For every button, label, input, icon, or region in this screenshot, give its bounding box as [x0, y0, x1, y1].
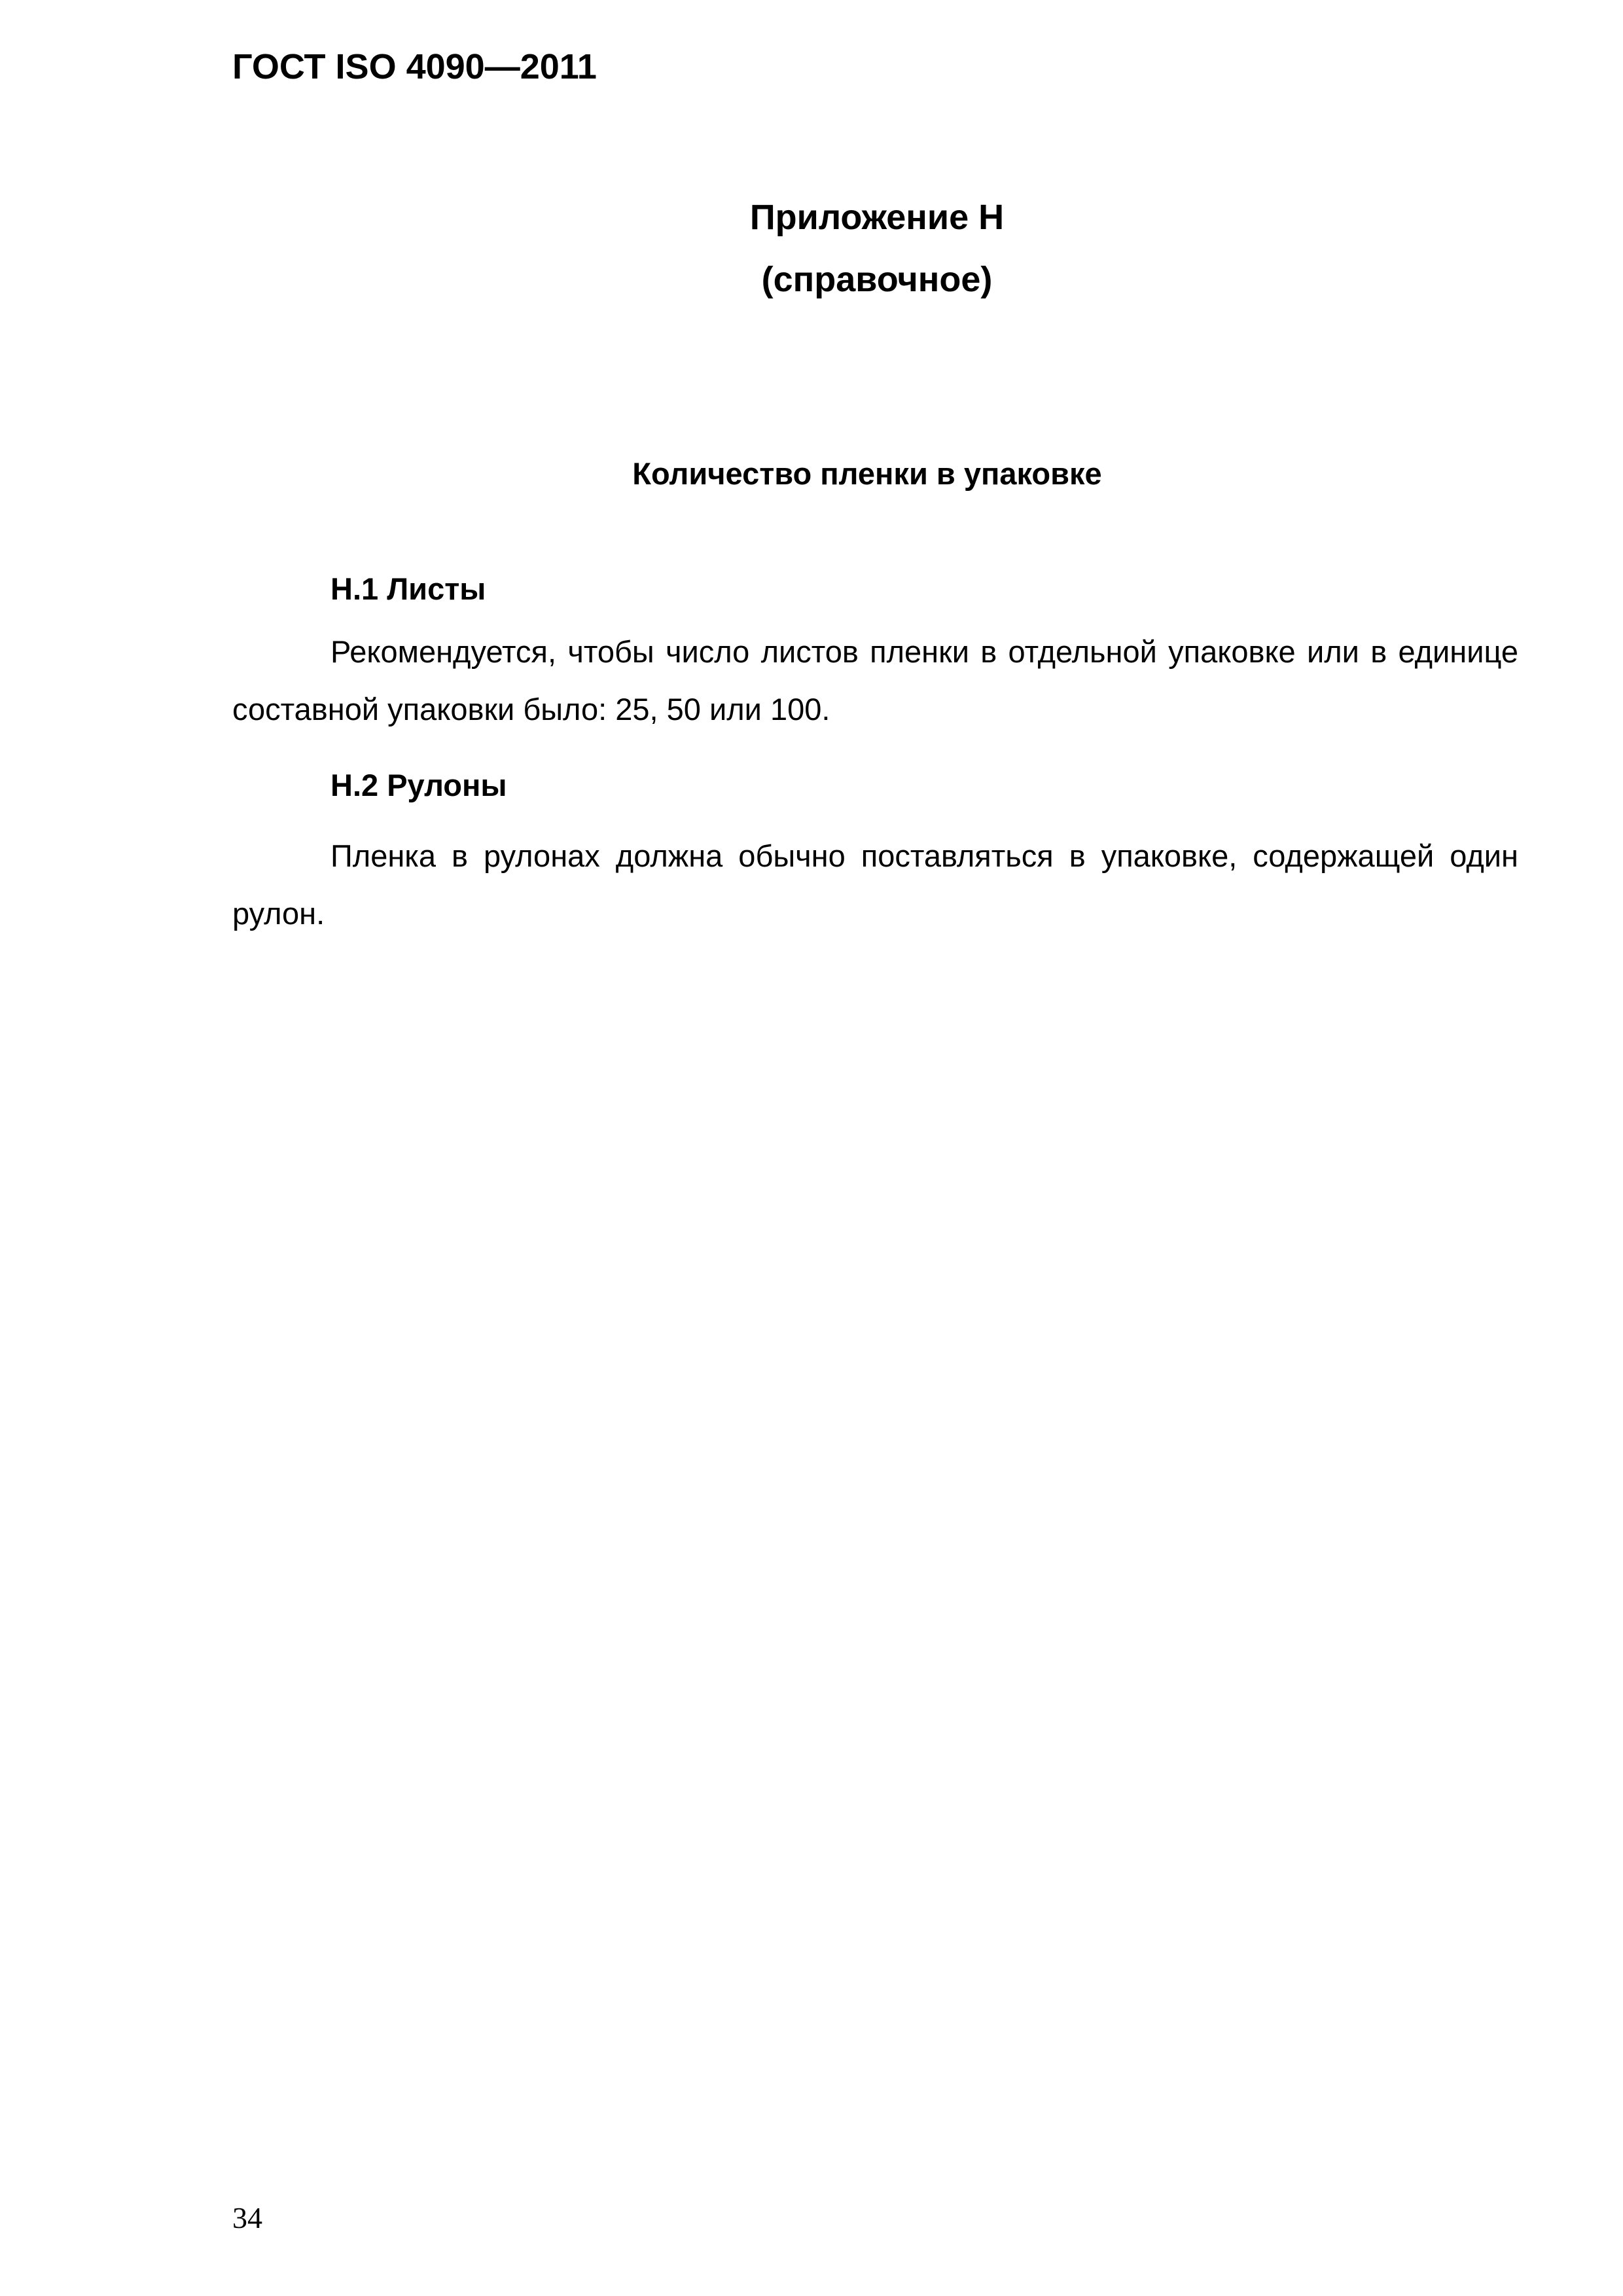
- section-heading-sheets: Н.1 Листы: [330, 571, 486, 606]
- section-text-rolls: Пленка в рулонах должна обычно поставляться в упаковке, содержащей один рулон.: [232, 838, 1518, 931]
- page-number: 34: [232, 2201, 262, 2234]
- appendix-subject-heading: Количество пленки в упаковке: [632, 456, 1102, 491]
- section-heading-rolls: Н.2 Рулоны: [330, 768, 507, 802]
- appendix-title: Приложение Н: [749, 198, 1005, 237]
- section-text-sheets: Рекомендуется, чтобы число листов пленки в отдельной упаковке или в единице составной упаковки было: 25, 50 или 100.: [232, 634, 1518, 726]
- document-header-code: ГОСТ ISO 4090—2011: [232, 47, 597, 86]
- appendix-status: (справочное): [761, 260, 993, 299]
